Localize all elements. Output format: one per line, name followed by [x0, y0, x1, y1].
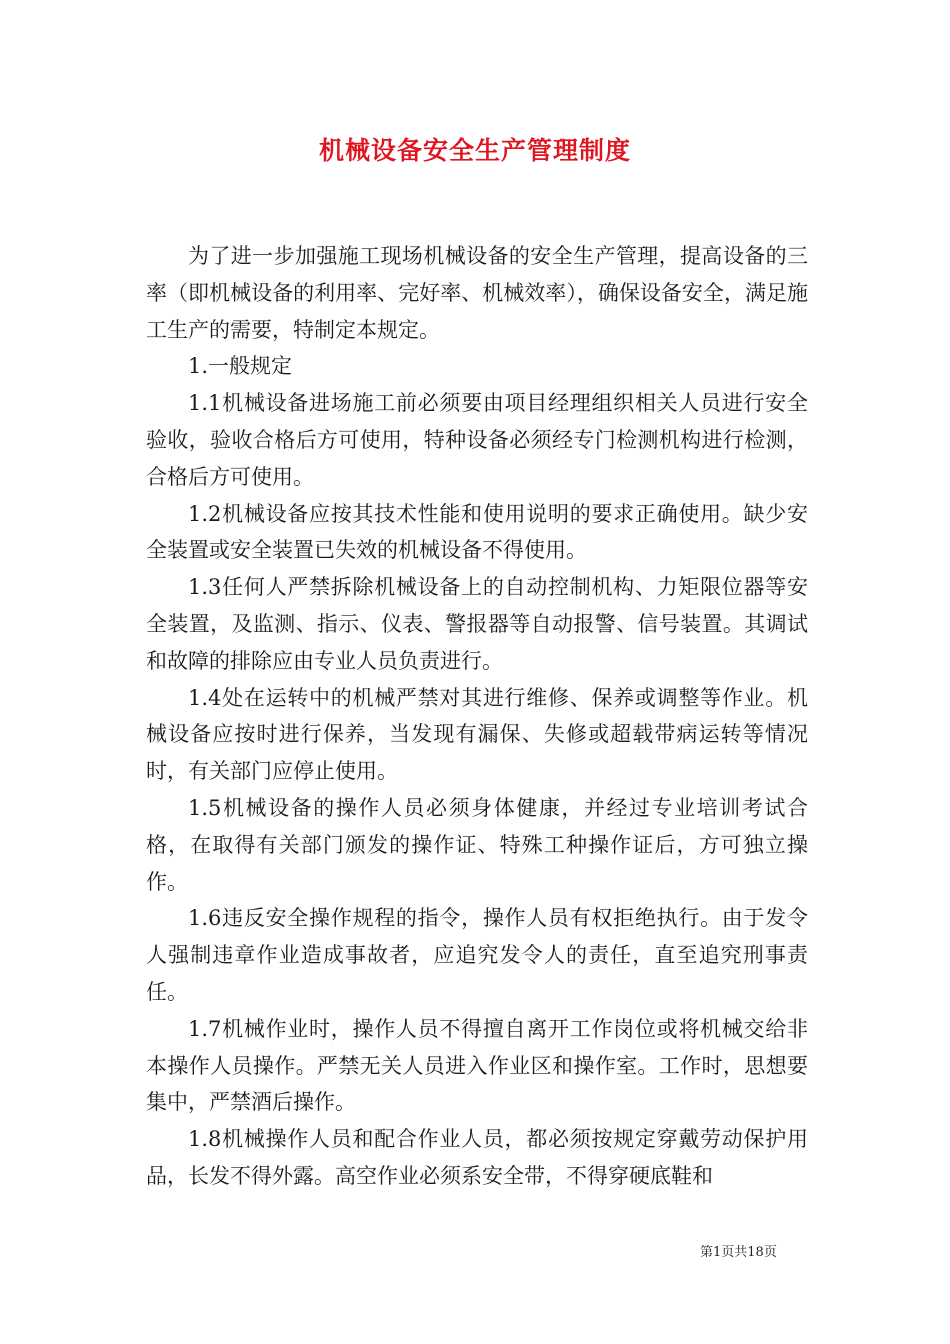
document-title: 机械设备安全生产管理制度	[318, 136, 631, 165]
paragraph-1-2: 1.2机械设备应按其技术性能和使用说明的要求正确使用。缺少安全装置或安全装置已失效的机械设备不得使用。	[146, 501, 808, 563]
paragraph-1-1: 1.1机械设备进场施工前必须要由项目经理组织相关人员进行安全验收，验收合格后方可使用，特种设备必须经专门检测机构进行检测，合格后方可使用。	[146, 391, 808, 489]
paragraph-1-8: 1.8机械操作人员和配合作业人员，都必须按规定穿戴劳动保护用品，长发不得外露。高空作业必须系安全带，不得穿硬底鞋和	[146, 1127, 808, 1188]
paragraph-intro: 为了进一步加强施工现场机械设备的安全生产管理，提高设备的三率（即机械设备的利用率、完好率、机械效率），确保设备安全，满足施工生产的需要，特制定本规定。	[146, 244, 808, 342]
paragraph-1-5: 1.5机械设备的操作人员必须身体健康，并经过专业培训考试合格，在取得有关部门颁发的操作证、特殊工种操作证后，方可独立操作。	[146, 795, 808, 894]
page-number-footer: 第1页共18页	[700, 1245, 777, 1260]
paragraph-1-7: 1.7机械作业时，操作人员不得擅自离开工作岗位或将机械交给非本操作人员操作。严禁无关人员进入作业区和操作室。工作时，思想要集中，严禁酒后操作。	[146, 1016, 808, 1115]
section-heading-general-rules: 1.一般规定	[188, 354, 293, 379]
document-body	[146, 238, 808, 1195]
paragraph-1-6: 1.6违反安全操作规程的指令，操作人员有权拒绝执行。由于发令人强制违章作业造成事故者，应追究发令人的责任，直至追究刑事责任。	[146, 906, 808, 1004]
paragraph-1-3: 1.3任何人严禁拆除机械设备上的自动控制机构、力矩限位器等安全装置，及监测、指示、仪表、警报器等自动报警、信号装置。其调试和故障的排除应由专业人员负责进行。	[146, 575, 808, 673]
paragraph-1-4: 1.4处在运转中的机械严禁对其进行维修、保养或调整等作业。机械设备应按时进行保养，当发现有漏保、失修或超载带病运转等情况时，有关部门应停止使用。	[146, 685, 808, 784]
